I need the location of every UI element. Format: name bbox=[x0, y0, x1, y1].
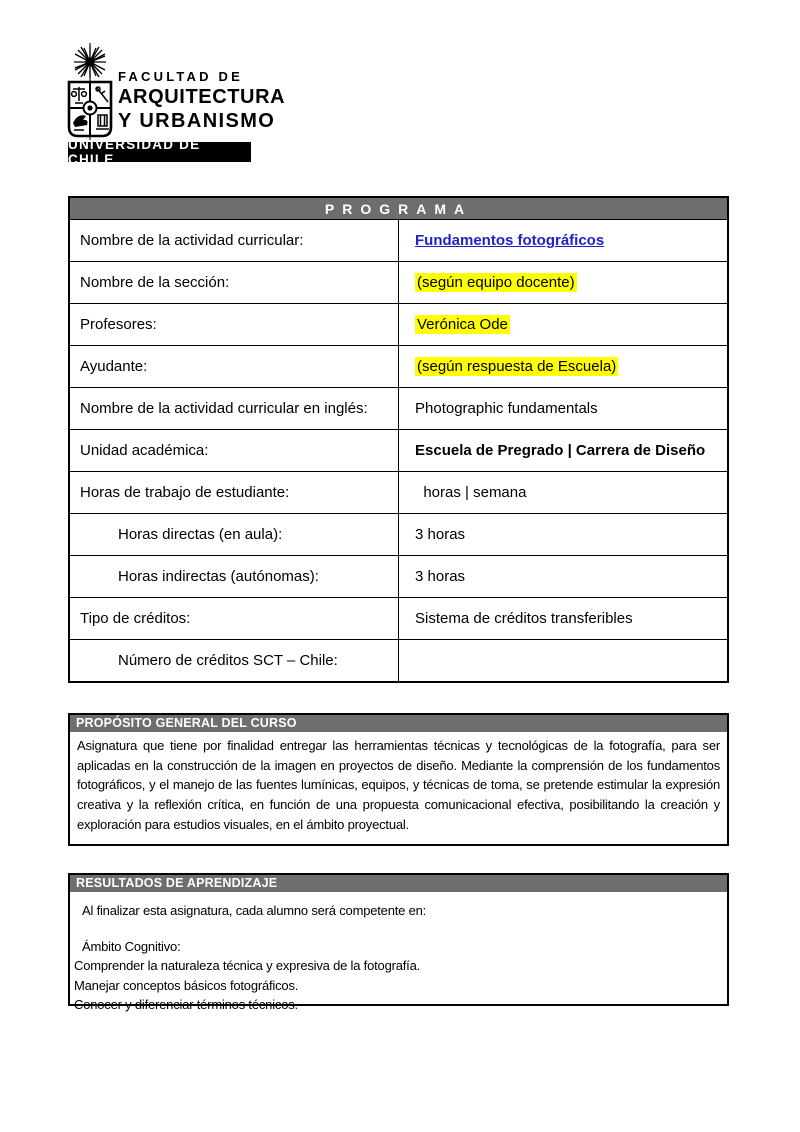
outcome-item: Conocer y diferenciar términos técnicos. bbox=[74, 997, 298, 1012]
row-value-cell bbox=[399, 598, 729, 640]
university-crest-icon bbox=[64, 42, 116, 142]
outcomes-subheading: Ámbito Cognitivo: bbox=[82, 938, 181, 954]
row-value-cell bbox=[399, 430, 729, 472]
faculty-name-line3: Y URBANISMO bbox=[118, 110, 276, 132]
row-value-cell bbox=[399, 556, 729, 598]
row-label: Ayudante: bbox=[69, 346, 399, 388]
row-label: Horas de trabajo de estudiante: bbox=[69, 472, 399, 514]
faculty-name-line1: FACULTAD DE bbox=[118, 69, 243, 84]
row-label: Horas indirectas (autónomas): bbox=[69, 556, 399, 598]
table-row bbox=[69, 346, 728, 388]
row-value-cell bbox=[399, 262, 729, 304]
university-name-bar: UNIVERSIDAD DE CHILE bbox=[68, 142, 251, 162]
course-name-link[interactable]: Fundamentos fotográficos bbox=[415, 232, 605, 249]
faculty-name-line2: ARQUITECTURA bbox=[118, 86, 286, 108]
row-value: 3 horas bbox=[415, 526, 466, 543]
row-value: Escuela de Pregrado | Carrera de Diseño bbox=[415, 442, 706, 459]
purpose-section bbox=[68, 713, 729, 846]
outcome-item: Comprender la naturaleza técnica y expresiva de la fotografía. bbox=[74, 958, 421, 973]
row-value-cell bbox=[399, 304, 729, 346]
row-label: Profesores: bbox=[69, 304, 399, 346]
row-value-cell bbox=[399, 388, 729, 430]
table-row bbox=[69, 598, 728, 640]
outcomes-section-title: RESULTADOS DE APRENDIZAJE bbox=[70, 875, 727, 892]
table-row bbox=[69, 220, 728, 262]
row-value-cell bbox=[399, 346, 729, 388]
outcomes-intro: Al finalizar esta asignatura, cada alumno será competente en: bbox=[82, 903, 427, 918]
outcomes-section bbox=[68, 873, 729, 1012]
row-label: Nombre de la sección: bbox=[69, 262, 399, 304]
row-label: Tipo de créditos: bbox=[69, 598, 399, 640]
program-table-title: PROGRAMA bbox=[69, 197, 728, 220]
row-label: Unidad académica: bbox=[69, 430, 399, 472]
row-value: horas | semana bbox=[415, 484, 527, 501]
table-row bbox=[69, 514, 728, 556]
row-label: Nombre de la actividad curricular en inglés: bbox=[69, 388, 399, 430]
row-value-cell bbox=[399, 514, 729, 556]
table-title-row bbox=[69, 197, 728, 220]
row-value-cell bbox=[399, 640, 729, 683]
program-table bbox=[68, 196, 729, 683]
table-row bbox=[69, 388, 728, 430]
row-value: Sistema de créditos transferibles bbox=[415, 610, 633, 627]
row-value: 3 horas bbox=[415, 568, 466, 585]
table-row bbox=[69, 304, 728, 346]
purpose-section-title: PROPÓSITO GENERAL DEL CURSO bbox=[70, 715, 727, 732]
row-label: Número de créditos SCT – Chile: bbox=[69, 640, 399, 683]
university-logo bbox=[64, 42, 286, 167]
purpose-section-body: Asignatura que tiene por finalidad entregar las herramientas técnicas y tecnológicas de la fotografía, para ser aplicadas en la construcción de la imagen en proyectos de diseño. Mediante la comprensión de los fundamentos fotográficos, y el manejo de las fuentes lumínicas, equipos, y técnicas de toma, se pretende estimular la expresión creativa y la reflexión crítica, en función de una propuesta comunicacional efectiva, posibilitando la creación y exploración para estudios visuales, en el ámbito proyectual. bbox=[77, 738, 720, 832]
row-value-cell bbox=[399, 472, 729, 514]
table-row bbox=[69, 556, 728, 598]
row-value: (según respuesta de Escuela) bbox=[417, 358, 617, 375]
row-value: (según equipo docente) bbox=[417, 274, 575, 291]
table-row bbox=[69, 640, 728, 683]
row-value: Photographic fundamentals bbox=[415, 400, 598, 417]
row-value: Verónica Ode bbox=[417, 316, 508, 333]
outcome-item: Manejar conceptos básicos fotográficos. bbox=[74, 977, 299, 993]
table-row bbox=[69, 262, 728, 304]
table-row bbox=[69, 430, 728, 472]
row-label: Horas directas (en aula): bbox=[69, 514, 399, 556]
row-label: Nombre de la actividad curricular: bbox=[69, 220, 399, 262]
table-row bbox=[69, 472, 728, 514]
row-value-cell bbox=[399, 220, 729, 262]
